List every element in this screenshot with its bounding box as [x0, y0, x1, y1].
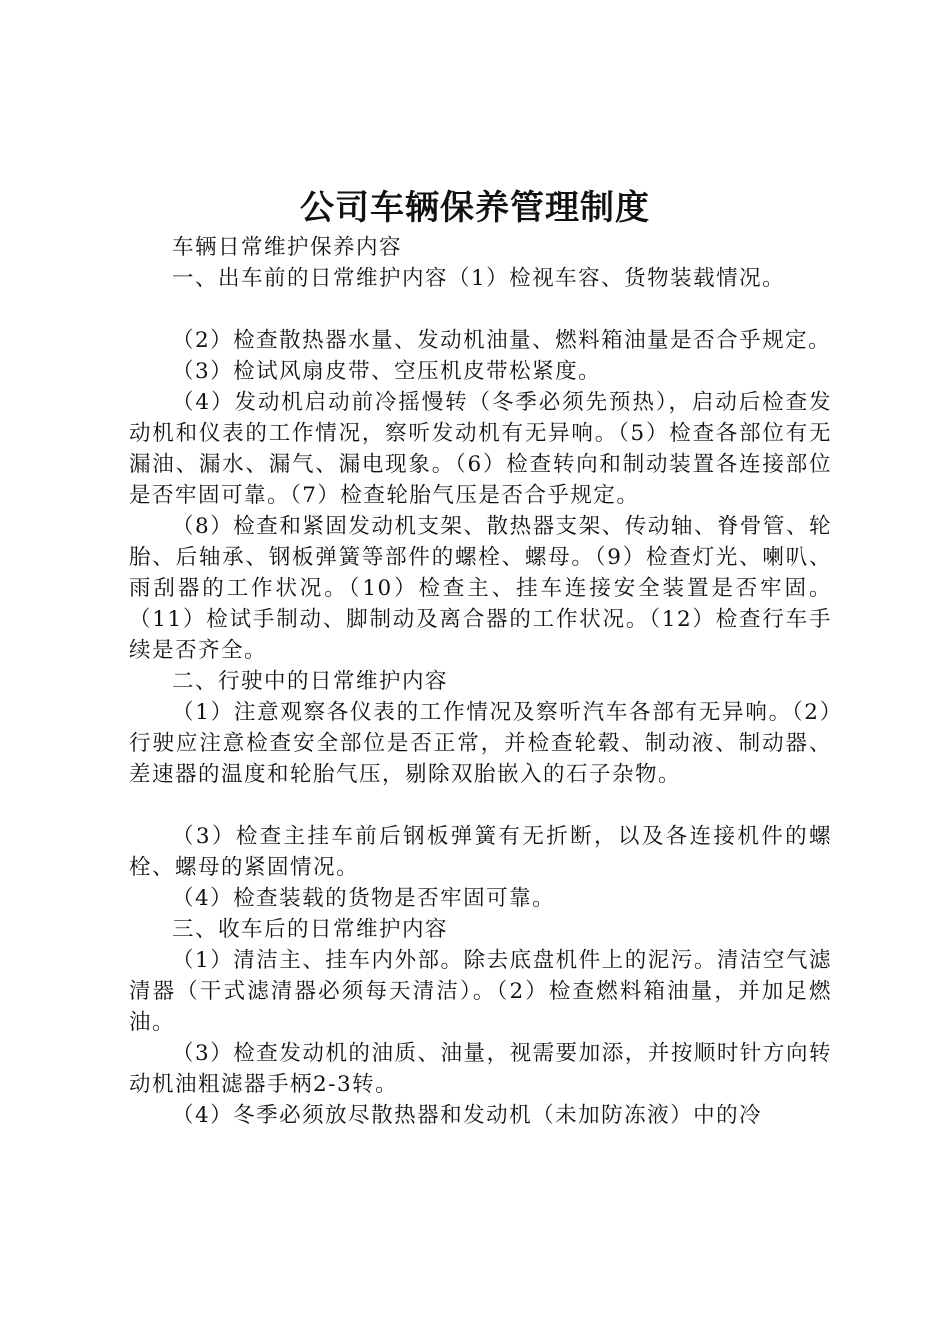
paragraph: （4）检查装载的货物是否牢固可靠。 — [172, 886, 556, 911]
section-heading: 二、行驶中的日常维护内容 — [172, 669, 449, 694]
paragraph: （3）检查发动机的油质、油量，视需要加添，并按顺时针方向转动机油粗滤器手柄2-3转。 — [129, 1041, 832, 1097]
blank-line — [129, 294, 832, 325]
paragraph: 一、出车前的日常维护内容（1）检视车容、货物装载情况。 — [172, 266, 786, 291]
paragraph: （8）检查和紧固发动机支架、散热器支架、传动轴、脊骨管、轮胎、后轴承、钢板弹簧等部件的螺栓、螺母。（9）检查灯光、喇叭、雨刮器的工作状况。（10）检查主、挂车连接安全装置是否牢固。（11）检试手制动、脚制动及离合器的工作状况。（12）检查行车手续是否齐全。 — [129, 514, 832, 663]
section-heading: 三、收车后的日常维护内容 — [172, 917, 449, 942]
blank-line — [129, 790, 832, 821]
section-heading: 车辆日常维护保养内容 — [172, 235, 403, 260]
document-body — [129, 232, 832, 1131]
paragraph: （3）检试风扇皮带、空压机皮带松紧度。 — [172, 359, 602, 384]
paragraph: （3）检查主挂车前后钢板弹簧有无折断，以及各连接机件的螺栓、螺母的紧固情况。 — [129, 824, 832, 880]
document-title: 公司车辆保养管理制度 — [300, 188, 650, 228]
paragraph: （1）注意观察各仪表的工作情况及察听汽车各部有无异响。（2）行驶应注意检查安全部位是否正常，并检查轮毂、制动液、制动器、差速器的温度和轮胎气压，剔除双胎嵌入的石子杂物。 — [129, 700, 832, 787]
paragraph: （4）冬季必须放尽散热器和发动机（未加防冻液）中的冷 — [172, 1103, 763, 1128]
paragraph: （4）发动机启动前冷摇慢转（冬季必须先预热），启动后检查发动机和仪表的工作情况，察听发动机有无异响。（5）检查各部位有无漏油、漏水、漏气、漏电现象。（6）检查转向和制动装置各连接部位是否牢固可靠。（7）检查轮胎气压是否合乎规定。 — [129, 390, 832, 508]
paragraph: （2）检查散热器水量、发动机油量、燃料箱油量是否合乎规定。 — [172, 328, 832, 353]
paragraph: （1）清洁主、挂车内外部。除去底盘机件上的泥污。清洁空气滤清器（干式滤清器必须每天清洁）。（2）检查燃料箱油量，并加足燃油。 — [129, 948, 832, 1035]
